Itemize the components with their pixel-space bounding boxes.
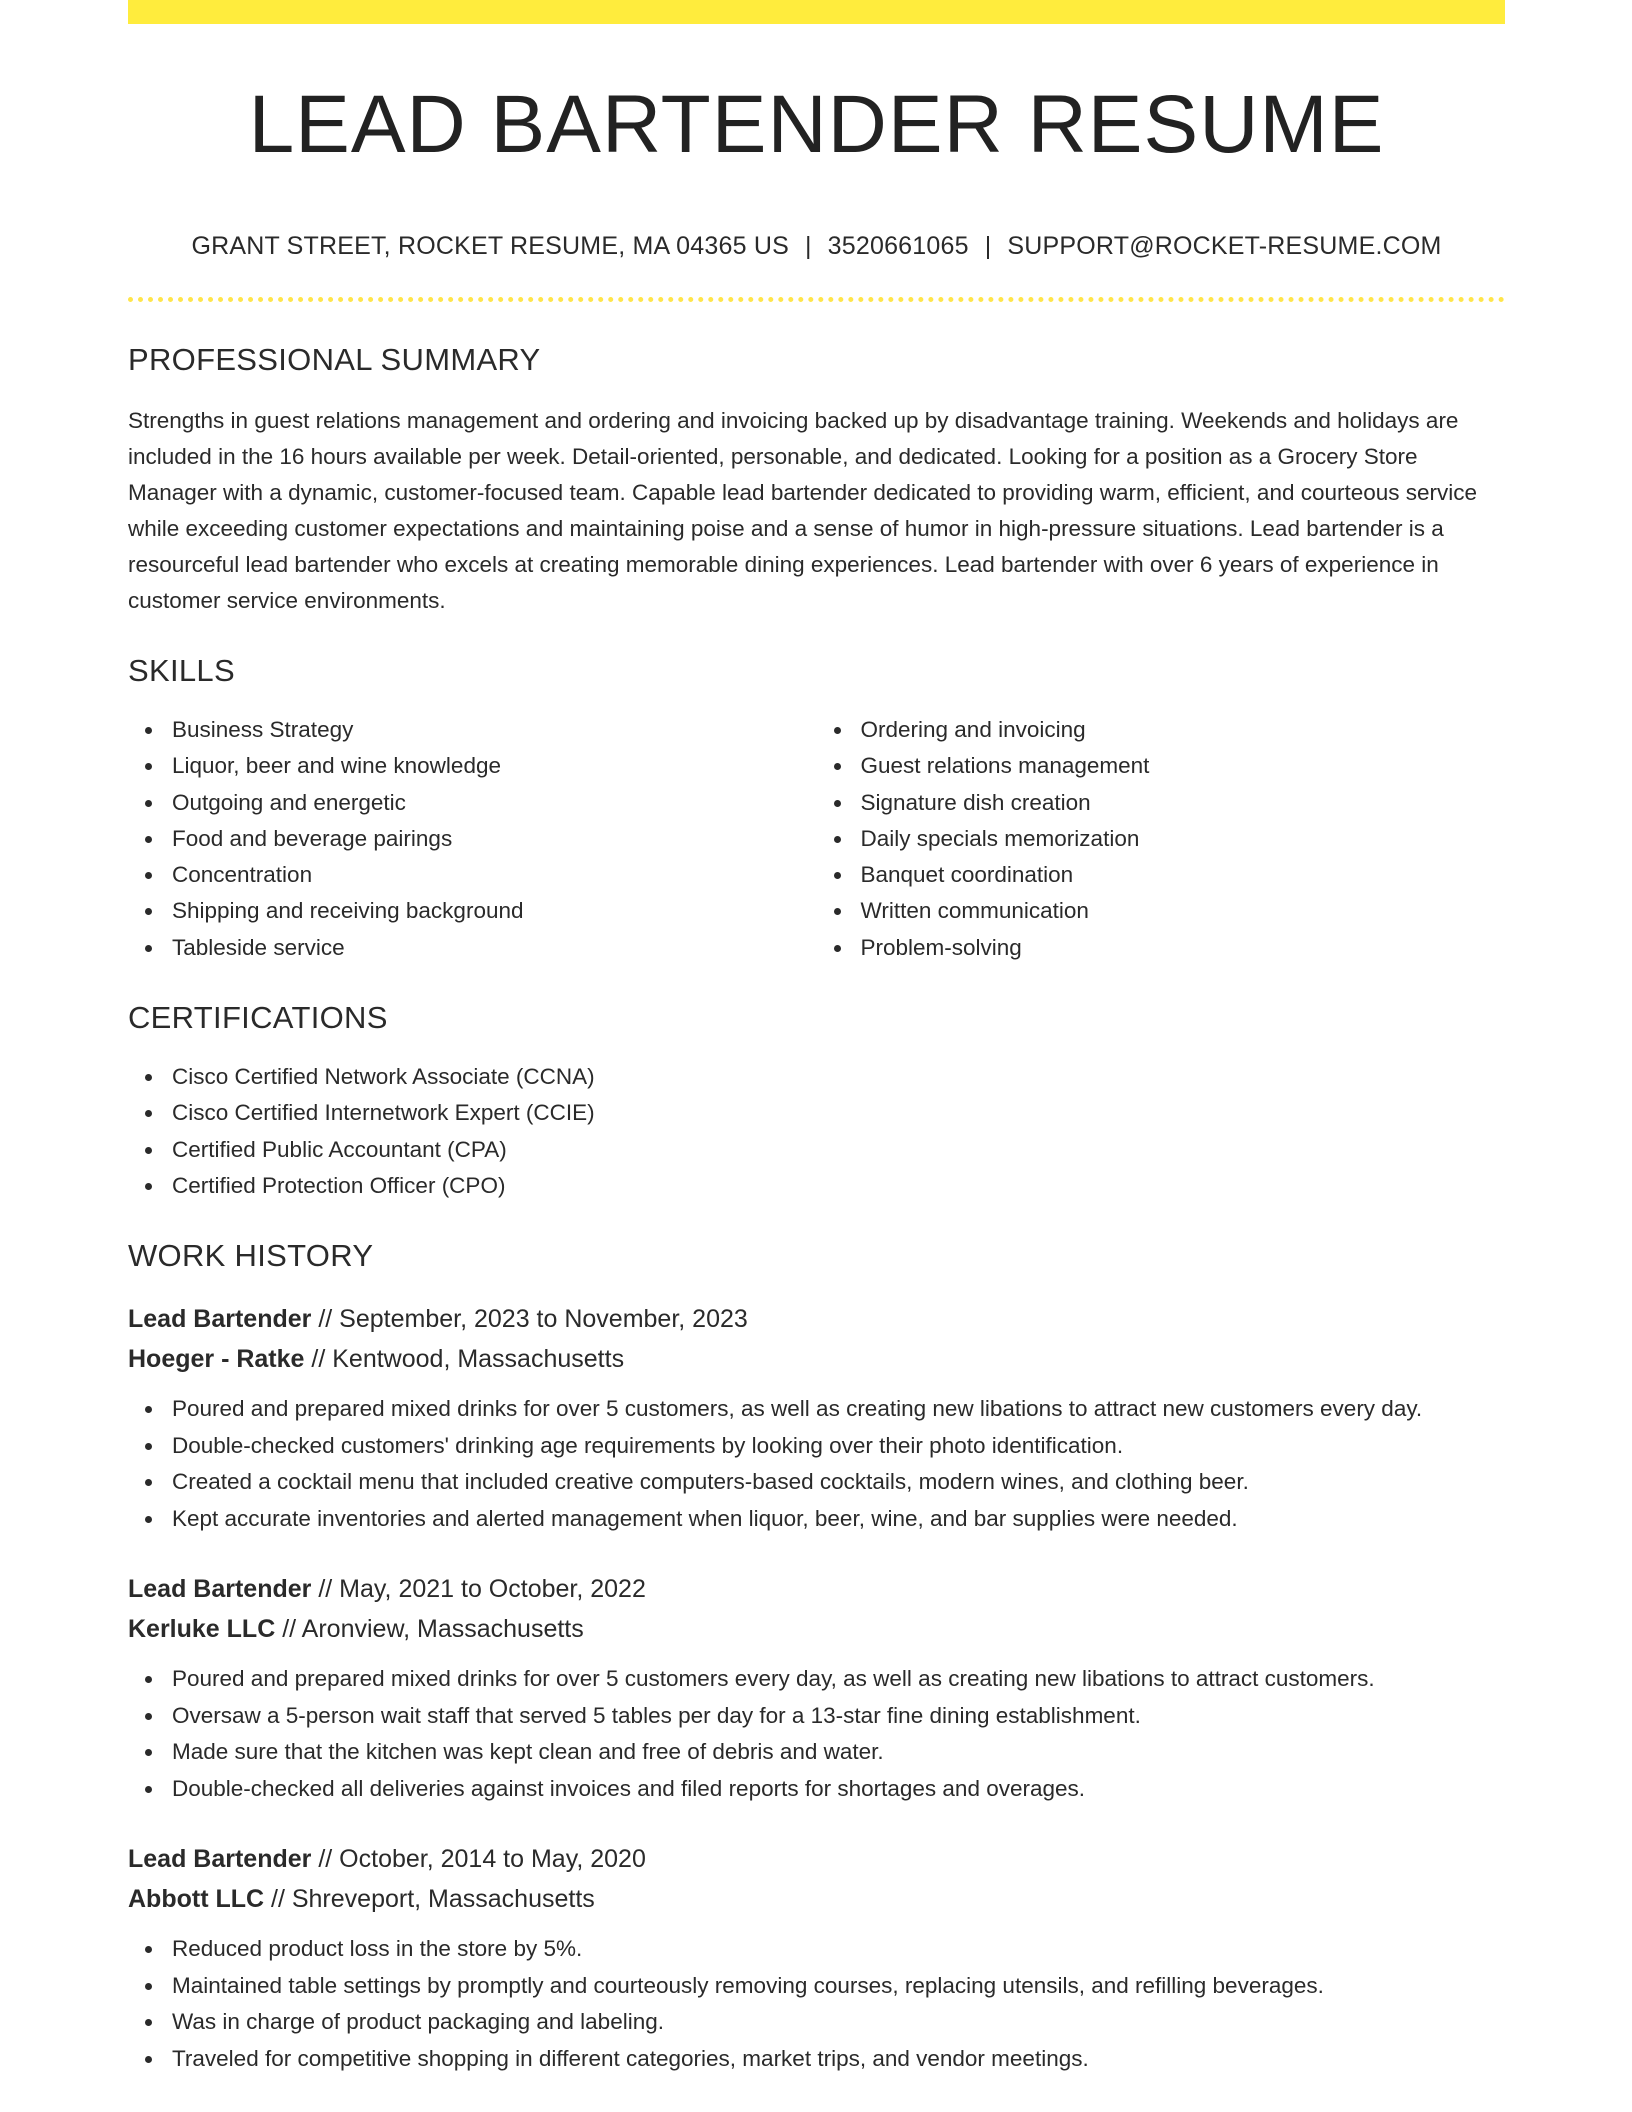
skill-item: Business Strategy: [172, 712, 817, 748]
skill-item: Shipping and receiving background: [172, 893, 817, 929]
skill-item: Written communication: [861, 893, 1506, 929]
job-bullet: Kept accurate inventories and alerted management when liquor, beer, wine, and bar supplies were needed.: [172, 1501, 1505, 1538]
job-location: // Kentwood, Massachusetts: [311, 1345, 625, 1374]
job-entry: [128, 1569, 1505, 1807]
job-company: Abbott LLC: [128, 1885, 265, 1914]
job-company: Kerluke LLC: [128, 1615, 276, 1644]
skill-item: Banquet coordination: [861, 857, 1506, 893]
accent-bar: [128, 0, 1505, 24]
job-location: // Aronview, Massachusetts: [282, 1615, 584, 1644]
skill-item: Liquor, beer and wine knowledge: [172, 748, 817, 784]
skill-item: Daily specials memorization: [861, 821, 1506, 857]
job-bullet: Created a cocktail menu that included creative computers-based cocktails, modern wines, and clothing beer.: [172, 1464, 1505, 1501]
job-bullet: Was in charge of product packaging and labeling.: [172, 2004, 1505, 2041]
skill-item: Signature dish creation: [861, 785, 1506, 821]
skills-heading: SKILLS: [128, 653, 235, 688]
job-dates: // May, 2021 to October, 2022: [318, 1575, 646, 1604]
contact-line: [128, 232, 1505, 261]
job-bullet: Double-checked all deliveries against invoices and filed reports for shortages and overages.: [172, 1771, 1505, 1808]
skills-columns: [128, 712, 1505, 966]
work-history-heading: WORK HISTORY: [128, 1238, 374, 1274]
job-bullet: Maintained table settings by promptly and courteously removing courses, replacing utensils, and refilling beverages.: [172, 1968, 1505, 2005]
job-company: Hoeger - Ratke: [128, 1345, 305, 1374]
job-role-line: [128, 1569, 1505, 1609]
job-role: Lead Bartender: [128, 1305, 312, 1334]
skill-item: Guest relations management: [861, 748, 1506, 784]
skill-item: Food and beverage pairings: [172, 821, 817, 857]
certifications-list: [128, 1059, 1505, 1204]
job-role-line: [128, 1299, 1505, 1339]
skill-item: Outgoing and energetic: [172, 785, 817, 821]
certification-item: Certified Protection Officer (CPO): [172, 1168, 1505, 1204]
skill-item: Tableside service: [172, 930, 817, 966]
summary-text: Strengths in guest relations management and ordering and invoicing backed up by disadvantage training. Weekends and holidays are included in the 16 hours available per week. Detail-oriented, personable, and dedicated. Looking for a position as a Grocery Store Manager with a dynamic, customer-focused team. Capable lead bartender dedicated to providing warm, efficient, and courteous service while exceeding customer expectations and maintaining poise and a sense of humor in high-pressure situations. Lead bartender is a resourceful lead bartender who excels at creating memorable dining experiences. Lead bartender with over 6 years of experience in customer service environments.: [128, 408, 1478, 613]
job-dates: // October, 2014 to May, 2020: [318, 1845, 646, 1874]
job-bullet: Reduced product loss in the store by 5%.: [172, 1931, 1505, 1968]
certification-item: Certified Public Accountant (CPA): [172, 1132, 1505, 1168]
job-location: // Shreveport, Massachusetts: [271, 1885, 595, 1914]
job-bullet: Poured and prepared mixed drinks for over 5 customers every day, as well as creating new libations to attract customers.: [172, 1661, 1505, 1698]
job-bullet: Made sure that the kitchen was kept clean and free of debris and water.: [172, 1734, 1505, 1771]
certifications-heading: CERTIFICATIONS: [128, 1000, 388, 1036]
skills-list-right: [817, 712, 1506, 966]
summary-heading: PROFESSIONAL SUMMARY: [128, 342, 541, 377]
resume-title: LEAD BARTENDER RESUME: [248, 79, 1385, 170]
contact-separator: |: [804, 232, 812, 260]
certification-item: Cisco Certified Internetwork Expert (CCIE): [172, 1095, 1505, 1131]
job-company-line: [128, 1609, 1505, 1649]
job-role-line: [128, 1839, 1505, 1879]
skill-item: Problem-solving: [861, 930, 1506, 966]
contact-phone: 3520661065: [827, 232, 969, 260]
job-bullet: Double-checked customers' drinking age requirements by looking over their photo identification.: [172, 1428, 1505, 1465]
contact-separator: |: [984, 232, 992, 260]
job-role: Lead Bartender: [128, 1575, 312, 1604]
contact-address: GRANT STREET, ROCKET RESUME, MA 04365 US: [191, 232, 789, 260]
contact-email: SUPPORT@ROCKET-RESUME.COM: [1007, 232, 1442, 260]
job-bullet: Poured and prepared mixed drinks for over 5 customers, as well as creating new libations to attract new customers every day.: [172, 1391, 1505, 1428]
skill-item: Concentration: [172, 857, 817, 893]
certification-item: Cisco Certified Network Associate (CCNA): [172, 1059, 1505, 1095]
job-bullet: Traveled for competitive shopping in different categories, market trips, and vendor meetings.: [172, 2041, 1505, 2078]
skill-item: Ordering and invoicing: [861, 712, 1506, 748]
resume-page: [128, 0, 1505, 2077]
dotted-divider: [128, 297, 1505, 302]
job-entry: [128, 1839, 1505, 2077]
job-bullets: [128, 1931, 1505, 2077]
job-entry: [128, 1299, 1505, 1537]
job-company-line: [128, 1879, 1505, 1919]
job-bullets: [128, 1391, 1505, 1537]
job-bullet: Oversaw a 5-person wait staff that served 5 tables per day for a 13-star fine dining establishment.: [172, 1698, 1505, 1735]
job-role: Lead Bartender: [128, 1845, 312, 1874]
skills-list-left: [128, 712, 817, 966]
job-bullets: [128, 1661, 1505, 1807]
job-company-line: [128, 1339, 1505, 1379]
job-dates: // September, 2023 to November, 2023: [318, 1305, 748, 1334]
